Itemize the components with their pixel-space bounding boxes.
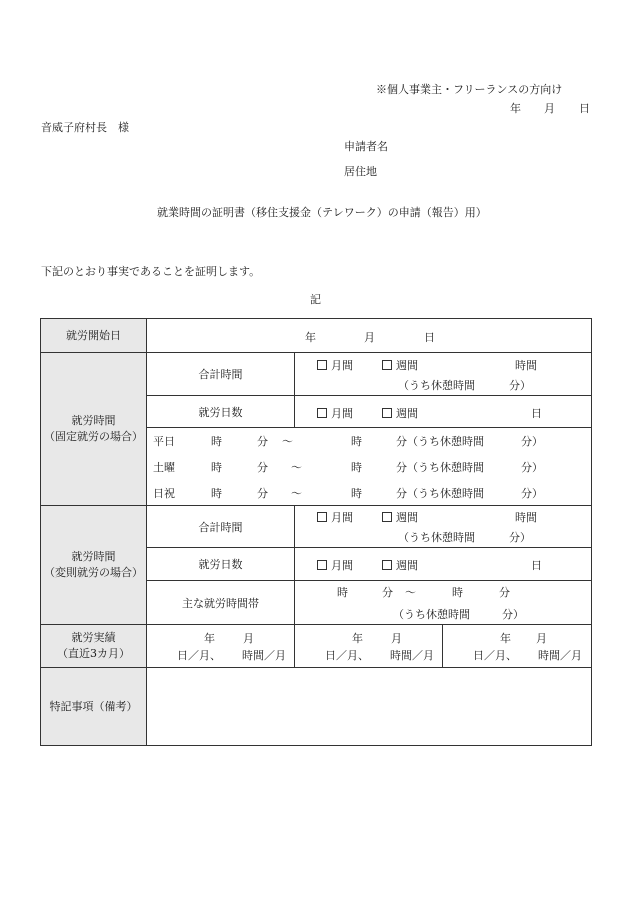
fixed-label-line2: （固定就労の場合） xyxy=(44,430,143,443)
variable-break-close: 分） xyxy=(509,531,531,544)
fixed-days-field[interactable] xyxy=(295,396,592,428)
checkbox-icon xyxy=(382,560,392,570)
row-record xyxy=(41,625,592,668)
record-2-month: 月 xyxy=(391,632,402,645)
band-ji1: 時 xyxy=(337,586,348,599)
variable-total-monthly-label: 月間 xyxy=(331,511,353,524)
holiday-fun2-break: 分（うち休憩時間 xyxy=(396,487,484,500)
fixed-total-hours-unit: 時間 xyxy=(515,359,537,372)
variable-days-weekly[interactable] xyxy=(382,557,418,573)
holiday-ji1: 時 xyxy=(211,487,222,500)
fixed-days-weekly[interactable] xyxy=(382,405,418,421)
variable-total-weekly-label: 週間 xyxy=(396,511,418,524)
date-month: 月 xyxy=(544,102,555,115)
band-tilde: 〜 xyxy=(405,586,416,599)
variable-days-monthly[interactable] xyxy=(317,557,353,573)
saturday-ji2: 時 xyxy=(351,461,362,474)
record-1-hours: 時間／月 xyxy=(242,649,286,662)
variable-label-line2: （変則就労の場合） xyxy=(44,566,143,579)
record-2-year: 年 xyxy=(352,632,363,645)
band-break-close: 分） xyxy=(502,608,524,621)
fixed-total-field[interactable] xyxy=(295,353,592,396)
record-3-year: 年 xyxy=(500,632,511,645)
start-date-field[interactable] xyxy=(147,319,592,353)
variable-break-open: （うち休憩時間 xyxy=(398,531,475,544)
saturday-fun1: 分 xyxy=(257,461,268,474)
fixed-days-label: 就労日数 xyxy=(147,396,295,428)
fixed-total-label: 合計時間 xyxy=(147,353,295,396)
variable-label xyxy=(41,506,147,625)
checkbox-icon xyxy=(317,512,327,522)
saturday-fun2-break: 分（うち休憩時間 xyxy=(396,461,484,474)
row-start-date xyxy=(41,319,592,353)
record-3-month: 月 xyxy=(536,632,547,645)
variable-band-field[interactable] xyxy=(295,581,592,625)
fixed-days-monthly[interactable] xyxy=(317,405,353,421)
variable-days-field[interactable] xyxy=(295,548,592,581)
variable-days-monthly-label: 月間 xyxy=(331,559,353,572)
record-2-hours: 時間／月 xyxy=(390,649,434,662)
holiday-tilde: 〜 xyxy=(291,487,302,500)
fixed-schedule-field[interactable] xyxy=(147,428,592,506)
variable-days-weekly-label: 週間 xyxy=(396,559,418,572)
record-month-3[interactable] xyxy=(443,625,592,668)
variable-total-weekly[interactable] xyxy=(382,509,418,525)
remarks-field[interactable] xyxy=(147,668,592,746)
fixed-days-unit: 日 xyxy=(531,407,542,420)
weekday-ji1: 時 xyxy=(211,435,222,448)
checkbox-icon xyxy=(382,360,392,370)
record-3-hours: 時間／月 xyxy=(538,649,582,662)
start-date-label: 就労開始日 xyxy=(41,319,147,353)
start-day-unit: 日 xyxy=(424,331,435,344)
saturday-ji1: 時 xyxy=(211,461,222,474)
row-fixed-total xyxy=(41,353,592,396)
holiday-close: 分） xyxy=(521,487,543,500)
fixed-total-weekly-label: 週間 xyxy=(396,359,418,372)
record-label-line1: 就労実績 xyxy=(71,631,116,644)
variable-total-label: 合計時間 xyxy=(147,506,295,548)
variable-label-line1: 就労時間 xyxy=(71,550,116,563)
checkbox-icon xyxy=(317,360,327,370)
ki-label: 記 xyxy=(310,293,321,306)
addressee: 音威子府村長 様 xyxy=(41,121,129,134)
fixed-total-weekly[interactable] xyxy=(382,357,418,373)
weekday-tilde: 〜 xyxy=(282,435,293,448)
checkbox-icon xyxy=(317,408,327,418)
row-remarks xyxy=(41,668,592,746)
fixed-total-monthly[interactable] xyxy=(317,357,353,373)
record-3-days: 日／月、 xyxy=(473,649,517,662)
variable-total-monthly[interactable] xyxy=(317,509,353,525)
fixed-break-open: （うち休憩時間 xyxy=(398,379,475,392)
variable-total-hours-unit: 時間 xyxy=(515,511,537,524)
variable-days-label: 就労日数 xyxy=(147,548,295,581)
checkbox-icon xyxy=(382,408,392,418)
weekday-label: 平日 xyxy=(153,435,175,448)
remarks-label: 特記事項（備考） xyxy=(41,668,147,746)
record-1-days: 日／月、 xyxy=(177,649,221,662)
weekday-fun2-break: 分（うち休憩時間 xyxy=(396,435,484,448)
band-ji2: 時 xyxy=(452,586,463,599)
record-month-2[interactable] xyxy=(295,625,443,668)
checkbox-icon xyxy=(317,560,327,570)
holiday-ji2: 時 xyxy=(351,487,362,500)
applicant-name-label: 申請者名 xyxy=(344,140,388,153)
variable-days-unit: 日 xyxy=(531,559,542,572)
band-fun2: 分 xyxy=(499,586,510,599)
document-title: 就業時間の証明書（移住支援金（テレワーク）の申請（報告）用） xyxy=(157,206,487,219)
saturday-label: 土曜 xyxy=(153,461,175,474)
start-year-unit: 年 xyxy=(305,331,316,344)
saturday-close: 分） xyxy=(521,461,543,474)
band-fun1: 分 xyxy=(382,586,393,599)
fixed-break-close: 分） xyxy=(509,379,531,392)
record-month-1[interactable] xyxy=(147,625,295,668)
record-1-year: 年 xyxy=(204,632,215,645)
residence-label: 居住地 xyxy=(344,165,377,178)
record-label xyxy=(41,625,147,668)
record-2-days: 日／月、 xyxy=(325,649,369,662)
fixed-label-line1: 就労時間 xyxy=(71,414,116,427)
date-year: 年 xyxy=(510,102,521,115)
fixed-days-weekly-label: 週間 xyxy=(396,407,418,420)
holiday-fun1: 分 xyxy=(257,487,268,500)
variable-total-field[interactable] xyxy=(295,506,592,548)
saturday-tilde: 〜 xyxy=(291,461,302,474)
weekday-ji2: 時 xyxy=(351,435,362,448)
weekday-close: 分） xyxy=(521,435,543,448)
record-label-line2: （直近3カ月） xyxy=(57,647,130,660)
checkbox-icon xyxy=(382,512,392,522)
variable-band-label: 主な就労時間帯 xyxy=(147,581,295,625)
intro-text: 下記のとおり事実であることを証明します。 xyxy=(41,265,261,278)
row-variable-total xyxy=(41,506,592,548)
certificate-table xyxy=(40,318,592,746)
band-break-open: （うち休憩時間 xyxy=(393,608,470,621)
fixed-days-monthly-label: 月間 xyxy=(331,407,353,420)
date-day: 日 xyxy=(579,102,590,115)
record-1-month: 月 xyxy=(243,632,254,645)
target-note: ※個人事業主・フリーランスの方向け xyxy=(376,83,563,96)
fixed-label xyxy=(41,353,147,506)
start-month-unit: 月 xyxy=(364,331,375,344)
holiday-label: 日祝 xyxy=(153,487,175,500)
fixed-total-monthly-label: 月間 xyxy=(331,359,353,372)
weekday-fun1: 分 xyxy=(257,435,268,448)
